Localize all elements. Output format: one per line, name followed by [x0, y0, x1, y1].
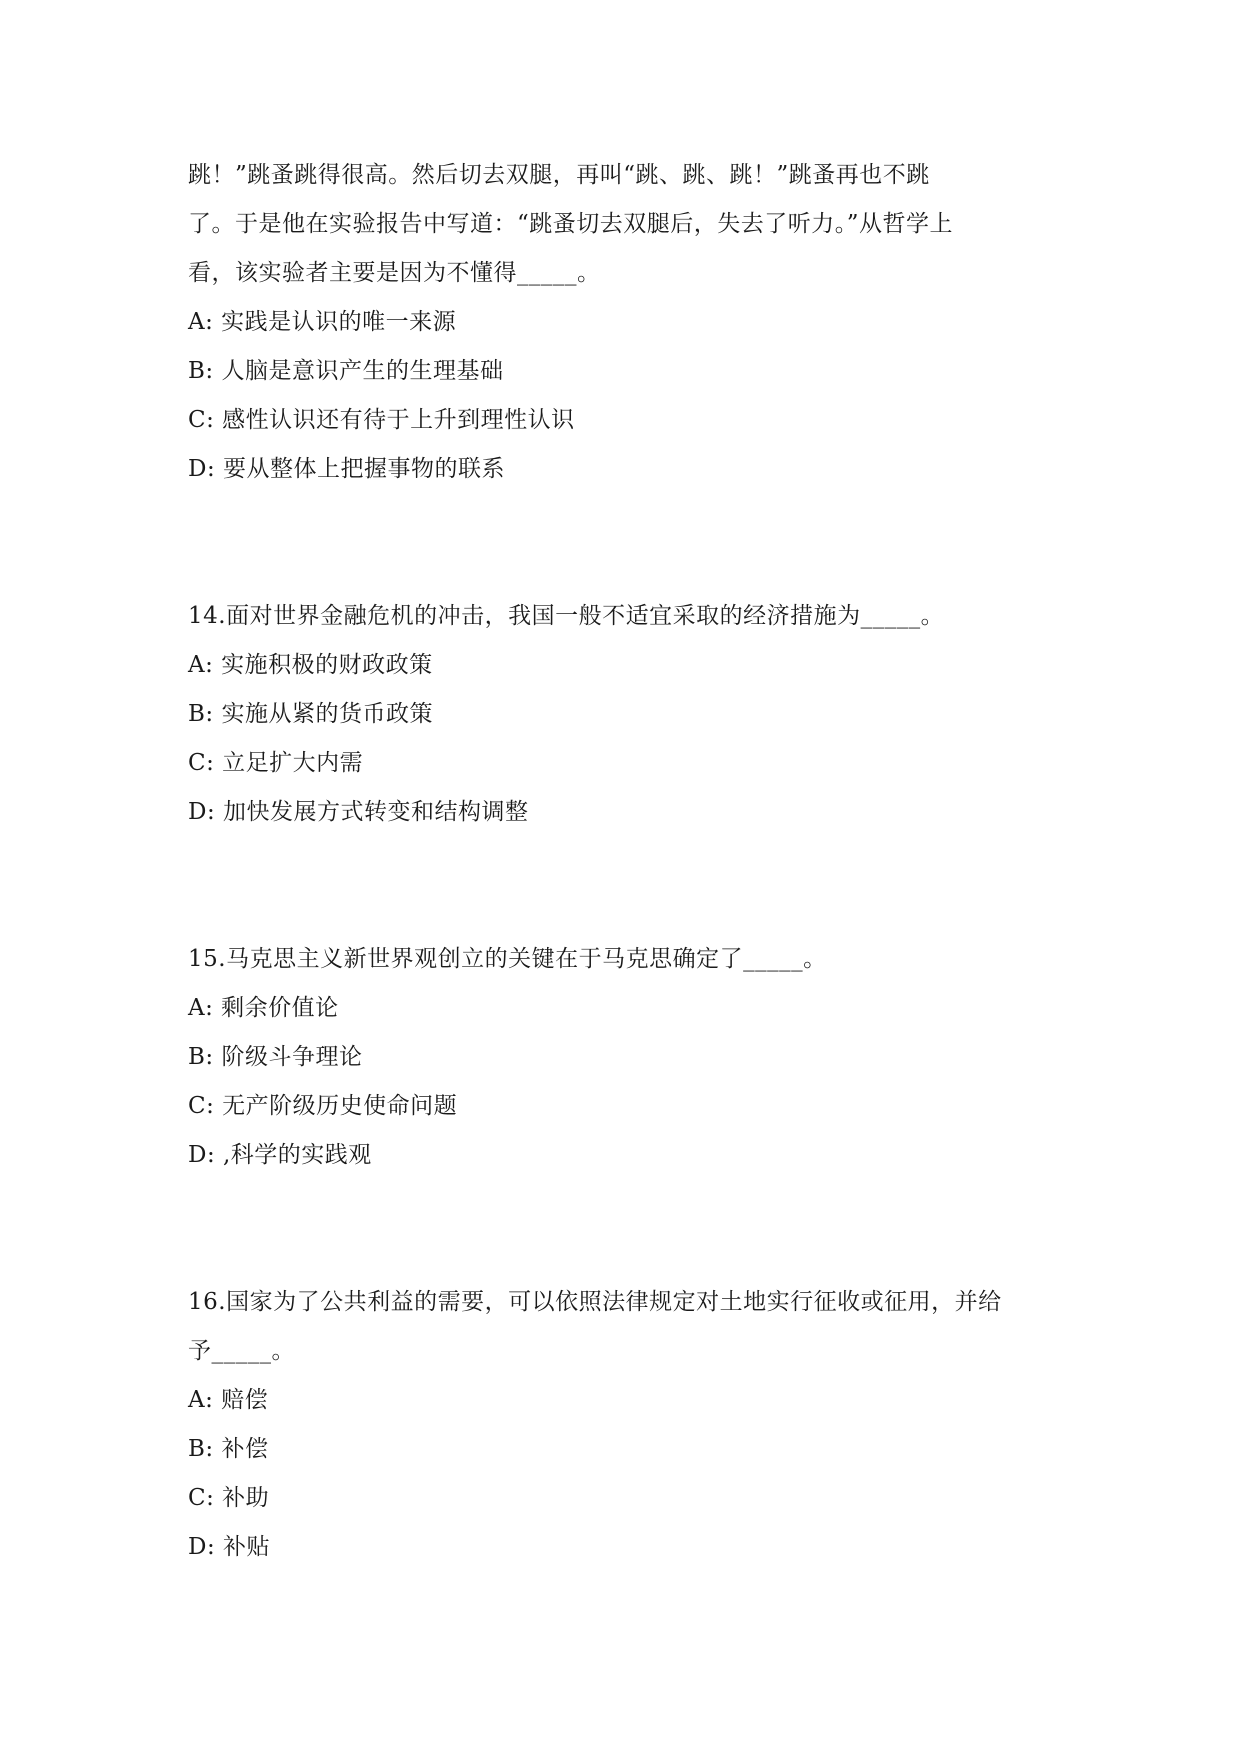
- option-b: B: 阶级斗争理论: [188, 1044, 363, 1070]
- option-b: B: 人脑是意识产生的生理基础: [188, 358, 504, 384]
- option-c: C: 立足扩大内需: [188, 750, 364, 776]
- option-d: D: 要从整体上把握事物的联系: [188, 456, 506, 482]
- option-b: B: 补偿: [188, 1436, 269, 1462]
- question-stem: 16.国家为了公共利益的需要，可以依照法律规定对土地实行征收或征用，并给: [188, 1289, 1002, 1315]
- option-a: A: 赔偿: [188, 1387, 269, 1413]
- option-a: A: 实践是认识的唯一来源: [188, 309, 457, 335]
- option-d: D: ,科学的实践观: [188, 1142, 372, 1168]
- question-text-line: 看，该实验者主要是因为不懂得_____。: [188, 260, 601, 286]
- question-text-line: 跳！”跳蚤跳得很高。然后切去双腿，再叫“跳、跳、跳！”跳蚤再也不跳: [188, 162, 930, 188]
- option-b: B: 实施从紧的货币政策: [188, 701, 433, 727]
- question-stem: 14.面对世界金融危机的冲击，我国一般不适宜采取的经济措施为_____。: [188, 603, 945, 629]
- option-c: C: 补助: [188, 1485, 270, 1511]
- question-stem: 15.马克思主义新世界观创立的关键在于马克思确定了_____。: [188, 946, 827, 972]
- option-d: D: 加快发展方式转变和结构调整: [188, 799, 529, 825]
- option-c: C: 感性认识还有待于上升到理性认识: [188, 407, 575, 433]
- question-text-line: 了。于是他在实验报告中写道：“跳蚤切去双腿后，失去了听力。”从哲学上: [188, 211, 954, 237]
- option-a: A: 实施积极的财政政策: [188, 652, 433, 678]
- option-d: D: 补贴: [188, 1534, 271, 1560]
- option-c: C: 无产阶级历史使命问题: [188, 1093, 458, 1119]
- option-a: A: 剩余价值论: [188, 995, 339, 1021]
- question-stem-continued: 予_____。: [188, 1338, 295, 1364]
